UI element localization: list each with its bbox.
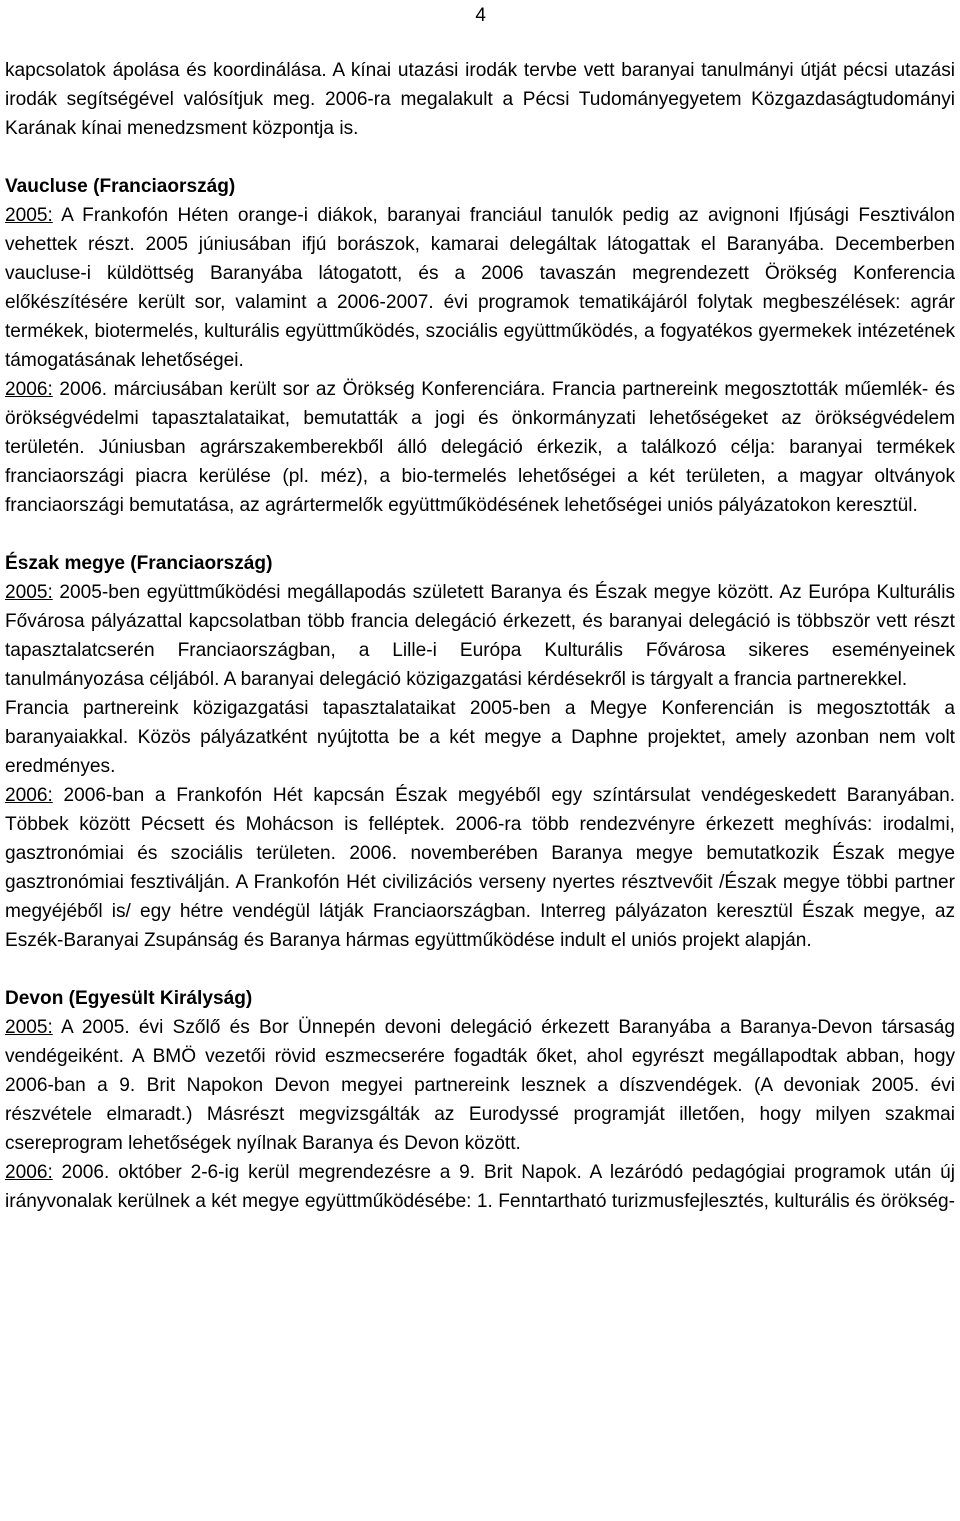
section-heading-eszak: Észak megye (Franciaország) — [5, 553, 273, 574]
eszak-2006-paragraph — [5, 781, 955, 955]
year-label-2005: 2005: — [5, 582, 53, 603]
year-label-2005: 2005: — [5, 205, 53, 226]
devon-2006-paragraph — [5, 1158, 955, 1216]
vaucluse-2005-text: A Frankofón Héten orange-i diákok, baranyai franciául tanulók pedig az avignoni Ifjúsági Fesztiválon vehettek részt. 2005 júniusában ifjú borászok, kamarai delegáltak látogattak el Baranyába. Decemberben vaucluse-i küldöttség Baranyába látogatott, és a 2006 tavaszán megrendezett Örökség Konferencia előkészítésére került sor, valamint a 2006-2007. évi programok tematikájáról folytak megbeszélések: agrár termékek, biotermelés, kulturális együttműködés, szociális együttműködés, a fogyatékos gyermekek intézetének támogatásának lehetőségei. — [5, 205, 955, 371]
year-label-2006: 2006: — [5, 785, 53, 806]
vaucluse-2006-text: 2006. márciusában került sor az Örökség Konferenciára. Francia partnereink megosztották műemlék- és örökségvédelmi tapasztalataikat, bemutatták a jogi és önkormányzati lehetőségeket az örökségvédelem területén. Júniusban agrárszakemberekből álló delegáció érkezik, a találkozó célja: baranyai termékek franciaországi piacra kerülése (pl. méz), a bio-termelés lehetőségei a két területen, a magyar oltványok franciaországi bemutatása, az agrártermelők együttműködésének lehetőségei uniós pályázatokon keresztül. — [5, 379, 955, 516]
devon-2005-paragraph — [5, 1013, 955, 1158]
section-heading-devon: Devon (Egyesült Királyság) — [5, 988, 253, 1009]
section-heading-vaucluse: Vaucluse (Franciaország) — [5, 176, 236, 197]
year-label-2005: 2005: — [5, 1017, 53, 1038]
year-label-2006: 2006: — [5, 379, 53, 400]
eszak-2005-paragraph — [5, 578, 955, 694]
year-label-2006: 2006: — [5, 1162, 53, 1183]
intro-paragraph: kapcsolatok ápolása és koordinálása. A kínai utazási irodák tervbe vett baranyai tanulmányi útját pécsi utazási irodák segítségével valósítjuk meg. 2006-ra megalakult a Pécsi Tudományegyetem Közgazdaságtudományi Karának kínai menedzsment központja is. — [5, 60, 955, 139]
devon-2005-text: A 2005. évi Szőlő és Bor Ünnepén devoni delegáció érkezett Baranyába a Baranya-Devon társaság vendégeiként. A BMÖ vezetői rövid eszmecserére fogadták őket, ahol egyrészt megállapodtak abban, hogy 2006-ban a 9. Brit Napokon Devon megyei partnereink lesznek a díszvendégek. (A devoniak 2005. évi részvétele elmaradt.) Másrészt megvizsgálták az Eurodyssé programját illetően, hogy milyen szakmai csereprogram lehetőségek nyílnak Baranya és Devon között. — [5, 1017, 955, 1154]
eszak-2006-text: 2006-ban a Frankofón Hét kapcsán Észak megyéből egy színtársulat vendégeskedett Baranyában. Többek között Pécsett és Mohácson is felléptek. 2006-ra több rendezvényre érkezett meghívás: irodalmi, gasztronómiai és szociális területen. 2006. novemberében Baranya megye bemutatkozik Észak megye gasztronómiai fesztiválján. A Frankofón Hét civilizációs verseny nyertes résztvevőit /Észak megye többi partner megyéjéből is/ egy hétre vendégül látják Franciaországban. Interreg pályázaton keresztül Észak megye, az Eszék-Baranyai Zsupánság és Baranya hármas együttműködése indult el uniós projekt alapján. — [5, 785, 955, 951]
devon-2006-text: 2006. október 2-6-ig kerül megrendezésre a 9. Brit Napok. A lezáródó pedagógiai programok után új irányvonalak kerülnek a két megye együttműködésébe: 1. Fenntartható turizmusfejlesztés, kulturális és örökség- — [5, 1162, 955, 1212]
eszak-2005-text: 2005-ben együttműködési megállapodás született Baranya és Észak megye között. Az Európa Kulturális Fővárosa pályázattal kapcsolatban több francia delegáció érkezett, és baranyai delegáció is többször vett részt tapasztalatcserén Franciaországban, a Lille-i Európa Kulturális Fővárosa sikeres eseményeinek tanulmányozása céljából. A baranyai delegáció közigazgatási kérdésekről is tárgyalt a francia partnerekkel. — [5, 582, 955, 690]
page-number: 4 — [475, 5, 486, 26]
document-body — [5, 56, 955, 1216]
vaucluse-2005-paragraph — [5, 201, 955, 375]
vaucluse-2006-paragraph — [5, 375, 955, 520]
eszak-paragraph-2: Francia partnereink közigazgatási tapasztalataikat 2005-ben a Megye Konferencián is megosztották a baranyaiakkal. Közös pályázatként nyújtotta be a két megye a Daphne projektet, amely azonban nem volt eredményes. — [5, 698, 955, 777]
